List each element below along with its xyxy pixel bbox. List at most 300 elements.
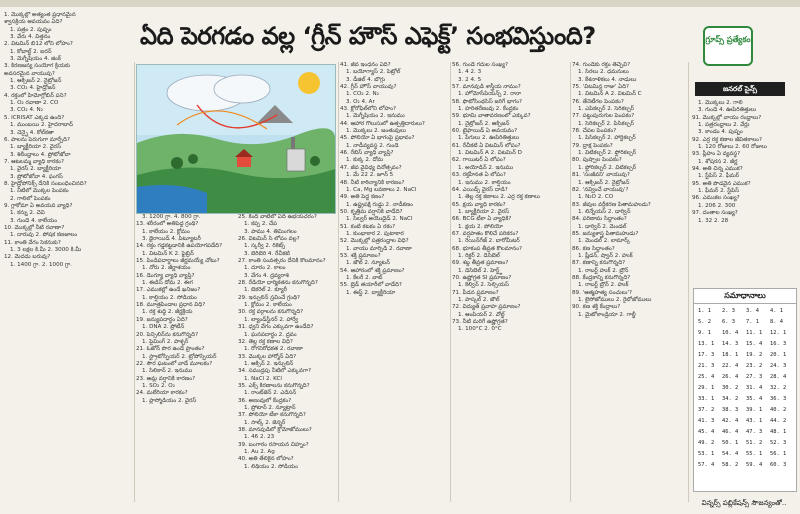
answer-cell: 2. 3: [722, 308, 735, 314]
answer-cell: 25. 4: [698, 374, 715, 380]
question-text: 53. శక్తి ప్రమాణం?: [340, 252, 381, 259]
answer-options: 3. 2 4. 5: [458, 76, 482, 83]
answer-cell: 46. 4: [722, 429, 739, 435]
answer-row: [697, 361, 793, 372]
answer-options: 1. పిసికల్చర్ 2. హార్టికల్చర్: [578, 135, 636, 142]
answer-options: 1. 100°C 2. 0°C: [458, 326, 502, 333]
answer-options: 3. డీజిల్ 4. బొగ్గు: [346, 76, 386, 83]
answer-options: 1. కన్ను 2. చెవి: [10, 210, 45, 217]
question-text: 3. కిరణజన్య సంయోగ క్రియకు: [4, 63, 71, 70]
answer-cell: 56. 1: [770, 451, 787, 457]
question-text: 26. విటమిన్ సి లోపం వల్ల?: [238, 236, 300, 243]
question-column-5: [452, 62, 568, 510]
answer-options: 1. హరితరేణువు 2. కేంద్రకం: [458, 106, 519, 113]
answer-cell: 33. 1: [698, 396, 715, 402]
question-text: 49. అతి పెద్ద కణం?: [340, 194, 385, 201]
answer-options: 1. నైట్రోజన్ 2. ఆక్సిజన్: [458, 120, 510, 127]
question-text: 28. రేడియో ధార్మికతను కనుగొన్నది?: [238, 280, 318, 287]
answer-cell: 36. 3: [770, 396, 787, 402]
answer-options: 1. 32 2. 28: [698, 217, 729, 224]
question-text: 85. జన్యుశాస్త్ర పితామహుడు?: [572, 230, 639, 237]
question-text: 69. శబ్ద తీవ్రత ప్రమాణం?: [452, 260, 509, 267]
question-text: 51. కంటి కటకం ఏ రకం?: [340, 223, 396, 230]
answer-cell: 39. 1: [746, 407, 763, 413]
question-text: 37. పోలియో టీకా కనుగొన్నది?: [238, 412, 306, 419]
answer-options: 1. శోషరస 2. జీర్ణ: [698, 158, 738, 165]
answer-options: 1. పత్రరంధ్రాలు 2. వేర్లు: [698, 122, 750, 129]
answer-options: 1. ఆక్సిజన్ 2. నైట్రోజన్: [578, 179, 630, 186]
answer-key-table: [697, 306, 793, 471]
answer-options: 1. రాబర్ట్ బ్రౌన్ 2. హుక్: [578, 282, 629, 289]
answer-options: 1. క్షయ 2. పోలియో: [458, 223, 503, 230]
question-text: 73. నీటి మరిగే ఉష్ణోగ్రత?: [452, 319, 508, 326]
answer-options: 1. వైరస్ 2. బ్యాక్టీరియా: [10, 166, 62, 173]
question-text: 54. ఆహారంలో శక్తి ప్రమాణం?: [340, 267, 405, 274]
answer-options: 1. విటమిన్ A 2. విటమిన్ C: [578, 91, 642, 98]
question-text: 62. గాయిటర్ ఏ లోపం?: [452, 157, 506, 164]
sun-icon: [298, 72, 320, 94]
answer-cell: 8. 4: [770, 319, 783, 325]
answer-cell: 30. 2: [722, 385, 739, 391]
answer-cell: 55. 1: [746, 451, 763, 457]
answer-options: 1. మొక్కలు 2. జంతువులు: [346, 128, 406, 135]
answer-options: 1. కాల్షియం 2. సోడియం: [142, 294, 197, 301]
question-text: 84. పరిణామ సిద్ధాంతం?: [572, 216, 627, 223]
greenhouse-effect-illustration: [136, 64, 336, 214]
answer-options: 3. మెగ్నీషియం 4. జింక్: [10, 56, 61, 63]
question-text: 15. పిండిపదార్థాలు జీర్ణమయ్యే చోటు?: [136, 258, 220, 265]
question-text: 93. ప్లీహం ఏ వ్యవస్థ?: [692, 151, 741, 158]
answer-options: 1. కుంభాకార 2. పుటాకార: [346, 230, 404, 237]
answer-options: 3. కాండం 4. పుష్పం: [698, 129, 743, 136]
answer-row: [697, 449, 793, 460]
answer-cell: 17. 3: [698, 352, 715, 358]
answer-options: 1. కేలరీ 2. వాట్: [346, 274, 383, 281]
question-text: 71. పీడన ప్రమాణం?: [452, 289, 499, 296]
answer-options: 1. బయోగ్యాస్ 2. పెట్రోల్: [346, 69, 401, 76]
answer-row: [697, 460, 793, 471]
question-text: 55. బ్రెడ్ తయారీలో వాడేది?: [340, 282, 402, 289]
answer-options: 3. O₂ 4. Ar: [346, 98, 375, 105]
answer-options: 1. బెకరెల్ 2. క్యూరీ: [244, 287, 287, 294]
answer-options: 3. పాము 4. తిమింగలం: [244, 228, 297, 235]
answer-options: 1. ఫ్లోరికల్చర్ 2. విటికల్చర్: [578, 164, 637, 171]
answer-cell: 6. 3: [722, 319, 735, 325]
answer-options: 1. క్లోమం 2. కాలేయం: [244, 302, 292, 309]
answer-cell: 14. 3: [722, 341, 739, 347]
question-text: 70. ఉష్ణోగ్రత SI ప్రమాణం?: [452, 274, 512, 281]
tree-icon: [188, 154, 198, 164]
question-text: 9. గ్లాకోమా ఏ అవయవ వ్యాధి?: [4, 202, 73, 209]
answer-cell: 21. 3: [698, 363, 715, 369]
answer-cell: 5. 2: [698, 319, 711, 325]
question-text: 30. రక్త వర్గాలను కనుగొన్నది?: [238, 309, 304, 316]
answer-options: 1. 120 రోజులు 2. 60 రోజులు: [698, 144, 767, 151]
answer-options: 1. విటమిన్ K 2. ఫైబ్రిన్: [142, 250, 194, 257]
answer-cell: 28. 4: [770, 374, 787, 380]
answer-cell: 31. 4: [746, 385, 763, 391]
question-column-6: [572, 62, 686, 510]
answer-options: 1. CO₂ 2. N₂: [346, 91, 379, 98]
subject-label: జనరల్ సైన్స్: [695, 82, 785, 96]
question-text: 97. దంతాల సంఖ్య?: [692, 210, 738, 217]
answer-options: 1. పత్రం 2. పుష్పం: [10, 26, 52, 33]
answer-options: 1. రక్త శుద్ధి 2. జీర్ణక్రియ: [142, 309, 193, 316]
answer-cell: 26. 4: [722, 374, 739, 380]
answer-cell: 57. 4: [698, 462, 715, 468]
house-icon: [237, 157, 251, 167]
answer-options: 1. కాలేయం 2. క్లోమం: [142, 228, 190, 235]
answer-cell: 4. 1: [770, 308, 783, 314]
question-text: 36. అణువులో కేంద్రకం?: [238, 397, 292, 404]
question-text: 45. పోలియో ఏ భాగంపై ప్రభావం?: [340, 135, 415, 142]
question-text: 94. అతి చిన్న ఎముక?: [692, 166, 743, 173]
answer-cell: 52. 3: [770, 440, 787, 446]
answer-options: 1. బ్యాక్టీరియా 2. వైరస్: [458, 208, 510, 215]
answer-options: 1. ఇనుము 2. కాల్షియం: [458, 179, 511, 186]
answer-cell: 23. 2: [746, 363, 763, 369]
question-column-7: [692, 100, 796, 284]
answer-options: 1. సిరలు 2. ధమనులు: [578, 69, 629, 76]
question-text: 11. కాంతి వేగం సెకనుకు?: [4, 239, 61, 246]
answer-options: 1. స్టేపిస్ 2. ఫీమర్: [698, 173, 740, 180]
question-text: 18. మూత్రపిండాల ప్రధాన విధి?: [136, 302, 206, 309]
answer-options: 1. నోరు 2. జీర్ణాశయం: [142, 265, 191, 272]
answer-options: 1. మెగ్నీషియం 2. ఇనుము: [346, 113, 405, 120]
answer-cell: 58. 2: [722, 462, 739, 468]
question-text: 47. జీవ వైవిధ్య దినోత్సవం?: [340, 164, 402, 171]
answer-options: 1. నాడీవ్యవస్థ 2. గుండె: [346, 142, 399, 149]
answer-options: 1. రాబర్ట్ హుక్ 2. బ్రౌన్: [578, 267, 629, 274]
answer-options: 1. అయోడిన్ 2. ఇనుము: [458, 164, 514, 171]
answer-options: 1. డెసిబెల్ 2. హెర్ట్జ్: [458, 267, 503, 274]
answer-cell: 24. 3: [770, 363, 787, 369]
answer-options: 3. బెరిబెరి 4. రేచీకటి: [244, 250, 290, 257]
column-divider: [570, 62, 571, 502]
answer-row: [697, 328, 793, 339]
question-text: 10. మొక్కల్లో నీటి రవాణా?: [4, 224, 65, 231]
answer-options: 1. ఫీమర్ 2. స్టేపిస్: [698, 188, 740, 195]
question-text: 5. ICRISAT ఎక్కడ ఉంది?: [4, 114, 65, 121]
question-text: 13. శరీరంలో అతిపెద్ద గ్రంథి?: [136, 221, 199, 228]
answer-row: [697, 306, 793, 317]
answer-cell: 45. 4: [698, 429, 715, 435]
question-text: 24. మలేరియా కారకం?: [136, 390, 188, 397]
question-text: 60. టైఫాయిడ్ ఏ అవయవం?: [452, 128, 518, 135]
tree-icon: [310, 156, 320, 166]
answer-options: 1. ల్యాండ్‌స్టీనర్ 2. హార్వే: [244, 316, 299, 323]
answer-cell: 18. 1: [722, 352, 739, 358]
answer-options: 1. కప్ప 2. చేప: [244, 221, 278, 228]
question-text: 22. సౌర ఘటంలో వాడే మూలకం?: [136, 360, 213, 367]
answer-options: 1. డార్విన్ 2. మెండల్: [578, 223, 627, 230]
answer-cell: 32. 2: [770, 385, 787, 391]
answer-options: 1. నీటిలో మొక్కల పెంపకం: [10, 188, 69, 195]
question-text: 16. డెంగ్యూ వ్యాధి వ్యాప్తి?: [136, 272, 195, 279]
answer-options: 3. శిలీంధ్రాలు 4. ప్రోటోజోవా: [10, 151, 71, 158]
answer-options: 1. 206 2. 300: [698, 202, 736, 209]
question-text: 48. నీటి కాఠిన్యానికి కారణం?: [340, 179, 405, 186]
answer-options: 1. మొక్కలు 2. గాలి: [698, 100, 743, 106]
question-text: 52. మొక్కల్లో పత్రరంధ్రాల విధి?: [340, 238, 409, 245]
answer-options: 1. లిథియం 2. సోడియం: [244, 463, 298, 470]
answer-cell: 60. 3: [770, 462, 787, 468]
answer-cell: 29. 1: [698, 385, 715, 391]
answer-cell: 44. 2: [770, 418, 787, 424]
answer-options: 1. 1400 గ్రా. 2. 1000 గ్రా.: [10, 261, 72, 268]
answer-options: 1. N₂O 2. CO: [578, 194, 614, 201]
answer-cell: 35. 4: [746, 396, 763, 402]
answer-options: 2. గాలిలో పెంపకం: [10, 195, 51, 202]
answer-cell: 47. 3: [746, 429, 763, 435]
answer-options: 1. దూరం 2. కాలం: [244, 265, 286, 272]
cloud-icon: [214, 75, 270, 103]
answer-row: [697, 394, 793, 405]
question-text: 90. కణ శక్తి కేంద్రాలు?: [572, 304, 621, 311]
question-text: 31. ధ్వని వేగం ఎక్కువగా ఉండేది?: [238, 324, 314, 331]
question-text: 44. ఆహార గొలుసులో ఉత్పత్తిదారులు?: [340, 120, 425, 127]
answer-cell: 1. 1: [698, 308, 711, 314]
question-text: 96. ఎముకల సంఖ్య?: [692, 195, 740, 202]
answer-options: 3. 1200 గ్రా. 4. 800 గ్రా.: [142, 214, 201, 220]
question-text: 56. గుండె గదుల సంఖ్య?: [452, 62, 508, 68]
answer-options: 3. కేశనాళికలు 4. నాడులు: [578, 76, 637, 83]
answer-options: 1. ఉష్ట్రపక్షి గుడ్డు 2. నాడీకణం: [346, 201, 414, 208]
question-text: 87. కణాన్ని కనుగొన్నది?: [572, 260, 626, 267]
greenhouse-diagram: [137, 65, 335, 213]
answer-options: 1. విటికల్చర్ 2. ఫ్లోరికల్చర్: [578, 150, 637, 157]
answer-options: 1. విటమిన్ A 2. విటమిన్ D: [458, 150, 522, 157]
page-title: ఏది పెరగడం వల్ల ‘గ్రీన్ హౌస్ ఎఫెక్ట్’ సంభవిస్తుంది?: [140, 22, 596, 50]
column-divider: [688, 62, 689, 502]
answer-options: 1. SO₂ 2. O₂: [142, 382, 175, 389]
question-text: 7. ఆటలమ్మ వ్యాధి కారకం?: [4, 158, 64, 165]
question-text: 77. పట్టుపురుగుల పెంపకం?: [572, 113, 635, 120]
question-text: 12. మెదడు బరువు?: [4, 254, 51, 261]
answer-cell: 53. 1: [698, 451, 715, 457]
answer-options: 1. జౌల్ 2. న్యూటన్: [346, 260, 390, 267]
question-text: 72. విద్యుత్ ప్రవాహ ప్రమాణం?: [452, 304, 521, 311]
answer-row: [697, 383, 793, 394]
question-text: అవసరమైన వాయువు?: [4, 70, 55, 77]
question-text: 80. పుష్పాల పెంపకం?: [572, 157, 622, 164]
answer-cell: 9. 1: [698, 330, 711, 336]
answer-cell: 51. 2: [746, 440, 763, 446]
answer-options: 1. బ్యాక్టీరియా 2. వైరస్: [10, 144, 62, 151]
question-text: 4. రక్తంలో హిమోగ్లోబిన్ పని?: [4, 92, 67, 99]
answer-cell: 22. 4: [722, 363, 739, 369]
question-text: 65. క్షయ వ్యాధి కారకం?: [452, 201, 506, 208]
answer-options: 3. గుండె 4. కాలేయం: [10, 217, 58, 224]
answer-cell: 11. 1: [746, 330, 763, 336]
answer-cell: 50. 1: [722, 440, 739, 446]
answer-options: 1. O₂ రవాణా 2. CO: [10, 100, 59, 107]
answer-cell: 27. 3: [746, 374, 763, 380]
question-text: 89. 'ఆత్మహత్య సంచులు'?: [572, 289, 632, 296]
answer-options: 1. రాంట్‌జెన్ 2. ఎడిసన్: [244, 390, 297, 397]
question-text: 46. రేబిస్ వ్యాధి వ్యాప్తి?: [340, 150, 394, 157]
answer-row: [697, 339, 793, 350]
answer-options: 1. ప్లాస్మోడియం 2. వైరస్: [142, 397, 197, 404]
question-text: 6. పాలను పెరుగుగా మార్చేది?: [4, 136, 70, 143]
answer-options: 1. ప్రోటాన్ 2. న్యూట్రాన్: [244, 404, 296, 411]
answer-options: 1. ముంబయి 2. హైదరాబాద్: [10, 122, 74, 129]
answer-cell: 7. 1: [746, 319, 759, 325]
question-text: 20. పెన్సిలిన్‌ను కనుగొన్నది?: [136, 331, 199, 338]
question-text: 25. కింది వాటిలో ఏది ఉభయచరం?: [238, 214, 317, 220]
answer-options: 1. 46 2. 23: [244, 434, 275, 441]
answer-cell: 13. 1: [698, 341, 715, 347]
answer-cell: 19. 2: [746, 352, 763, 358]
answer-options: 1. ఆంపియర్ 2. వోల్ట్: [458, 311, 505, 318]
section-badge: గ్రూప్స్ ప్రత్యేకం: [703, 26, 753, 66]
column-divider: [450, 62, 451, 502]
question-text: 2. విటమిన్ బి12 లోని లోహం?: [4, 41, 73, 48]
answer-options: 1. ఎపికల్చర్ 2. సెరికల్చర్: [578, 106, 634, 113]
question-text: 92. ఎర్ర రక్త కణాల జీవితకాలం?: [692, 136, 762, 143]
question-text: 1. మొక్కల్లో అత్యంత ప్రధానమైన: [4, 12, 76, 18]
answer-options: 1. రిక్టర్ 2. డెసిబెల్: [458, 252, 500, 259]
answer-options: 1. NaCl 2. KCl: [244, 375, 282, 382]
answer-cell: 42. 4: [722, 418, 739, 424]
question-text: 57. మానవుడి శాస్త్రీయ నామం?: [452, 84, 521, 91]
question-text: 81. 'సంజీవని' వాయువు?: [572, 172, 630, 179]
question-text: 17. ఎముకల్లో ఉండే ఖనిజం?: [136, 287, 201, 294]
question-text: 63. రక్తహీనత ఏ లోపం?: [452, 172, 506, 179]
question-text: 43. క్లోరోఫిల్‌లోని లోహం?: [340, 106, 397, 113]
answer-row: [697, 438, 793, 449]
answer-options: 1. ఫ్లెమింగ్ 2. పాశ్చర్: [142, 338, 189, 345]
answer-row: [697, 317, 793, 328]
question-text: 66. BCG టీకా ఏ వ్యాధికి?: [452, 216, 512, 223]
answer-options: 1. దారువు 2. పోషక కణజాలం: [10, 232, 78, 239]
answer-options: 1. రెయిన్‌గేజ్ 2. బారోమీటర్: [458, 238, 520, 245]
answer-options: 1. పాస్కల్ 2. జౌల్: [458, 297, 500, 303]
question-text: 42. గ్రీన్ హౌస్ వాయువు?: [340, 84, 397, 91]
answer-options: 1. హోమోసేపియన్స్ 2. రానా: [458, 91, 522, 98]
question-text: 40. అతి తేలికైన లోహం?: [238, 456, 294, 463]
answer-options: 3. CO₂ 4. N₂: [10, 107, 43, 114]
top-strip: [0, 0, 800, 7]
question-text: 14. రక్తం గడ్డకట్టడానికి ఉపయోగపడేది?: [136, 243, 223, 250]
answer-cell: 10. 4: [722, 330, 739, 336]
question-text: 91. మొక్కల్లో వాయు రంధ్రాలు?: [692, 114, 762, 121]
question-text: 68. భూకంప తీవ్రత కొలమానం?: [452, 245, 522, 252]
answer-options: 1. రోగనిరోధకత 2. రవాణా: [244, 346, 303, 353]
answer-options: 3. వేగం 4. ద్రవ్యరాశి: [244, 272, 289, 279]
answer-options: 1. కెల్విన్ 2. సెల్సియస్: [458, 282, 509, 289]
answer-options: 1. సిల్వర్ అయొడైడ్ 2. NaCl: [346, 216, 413, 223]
answer-row: [697, 427, 793, 438]
answer-options: 1. ఆక్సిన్ 2. ఇన్సులిన్: [244, 360, 294, 367]
answer-options: 1. Ca, Mg లవణాలు 2. NaCl: [346, 186, 417, 193]
answer-options: 1. వాయు మార్పిడి 2. రవాణా: [346, 245, 412, 252]
answer-options: 1. తెల్ల రక్త కణాలు 2. ఎర్ర రక్త కణాలు: [458, 194, 540, 201]
question-text: 86. కణ సిద్ధాంతం?: [572, 245, 615, 252]
question-text: 41. జీవ ఇంధనం ఏది?: [340, 62, 391, 68]
answer-options: 1. మెండల్ 2. లామార్క్: [578, 238, 631, 245]
answer-options: 1. 3 లక్షల కి.మీ 2. 3000 కి.మీ: [10, 247, 82, 253]
answer-row: [697, 405, 793, 416]
answer-options: 1. సాల్క్ 2. జెన్నర్: [244, 419, 286, 426]
question-column-1: [4, 12, 132, 510]
question-text: 33. మొక్కల హార్మోన్ ఏది?: [238, 353, 297, 360]
answer-options: 1. లిన్నేయస్ 2. డార్విన్: [578, 208, 631, 215]
answer-cell: 40. 2: [770, 407, 787, 413]
answer-options: 1. పేగులు 2. ఊపిరితిత్తులు: [458, 135, 520, 142]
answer-options: 1. స్కర్వీ 2. రికెట్స్: [244, 243, 286, 250]
answer-key-box: [693, 288, 797, 492]
answer-options: 3. ప్రోటోజోవా 4. ఫంగస్: [10, 173, 63, 180]
answer-options: 1. Au 2. Ag: [244, 449, 275, 455]
question-text: 58. ఫొటోసింథసిస్ జరిగే భాగం?: [452, 98, 523, 105]
answer-cell: 3. 4: [746, 308, 759, 314]
question-text: 78. చేపల పెంపకం?: [572, 128, 617, 135]
answer-options: 1. ష్లీడన్, ష్వాన్ 2. హుక్: [578, 252, 633, 259]
answer-options: 1. మే 22 2. జూన్ 5: [346, 172, 394, 179]
answer-cell: 34. 2: [722, 396, 739, 402]
question-text: 21. ఓజోన్ పొర ఉండే ప్రాంతం?: [136, 346, 205, 353]
answer-options: 1. కోబాల్ట్ 2. ఐరన్: [10, 48, 52, 55]
answer-options: 1. కుక్క 2. దోమ: [346, 157, 384, 164]
answer-options: 1. సిలికాన్ 2. ఇనుము: [142, 368, 193, 375]
answer-options: 3. థైరాయిడ్ 4. పిట్యూటరీ: [142, 236, 201, 243]
answer-cell: 48. 1: [770, 429, 787, 435]
answer-cell: 41. 3: [698, 418, 715, 424]
answer-cell: 20. 1: [770, 352, 787, 358]
question-text: 82. 'నవ్వించే వాయువు'?: [572, 186, 629, 193]
answer-cell: 59. 4: [746, 462, 763, 468]
question-text: 83. జీవుల వర్గీకరణ పితామహుడు?: [572, 201, 651, 208]
question-text: 50. కృత్రిమ వర్షానికి వాడేది?: [340, 208, 403, 215]
answer-options: 3. గుండె 4. ఊపిరితిత్తులు: [698, 107, 757, 114]
question-text: 27. కాంతి సంవత్సరం దేనికి కొలమానం?: [238, 258, 326, 265]
question-text: 19. జన్యుపదార్థం ఏది?: [136, 316, 188, 323]
question-column-2: [136, 214, 236, 510]
answer-row: [697, 350, 793, 361]
answer-cell: 37. 2: [698, 407, 715, 413]
answer-options: 1. 4 2. 3: [458, 69, 482, 76]
question-text: 75. 'విటమిన్ల రాజు' ఏది?: [572, 84, 629, 91]
question-column-3: [238, 214, 336, 510]
question-text: 8. హైడ్రోపోనిక్స్ దేనికి సంబంధించినది?: [4, 180, 87, 187]
answer-row: [697, 416, 793, 427]
question-text: 79. ద్రాక్ష పెంపకం?: [572, 142, 613, 149]
answer-key-title: సమాధానాలు: [694, 289, 796, 304]
question-text: 29. ఇన్సులిన్ స్రవించే గ్రంథి?: [238, 294, 301, 301]
column-divider: [134, 62, 135, 502]
question-text: 64. ఎయిడ్స్ వైరస్ దాడి?: [452, 186, 508, 193]
answer-options: 1. ఘనపదార్థం 2. ద్రవం: [244, 331, 297, 338]
question-text: 39. బంగారం రసాయన చిహ్నం?: [238, 441, 309, 448]
answer-options: 1. లైసోజోములు 2. రైబోజోములు: [578, 297, 652, 303]
column-divider: [338, 62, 339, 502]
question-text: శ్వాసక్రియ అవయవం ఏది?: [4, 19, 63, 26]
question-text: 95. అతి పొడవైన ఎముక?: [692, 180, 751, 187]
answer-cell: 43. 1: [746, 418, 763, 424]
answer-cell: 12. 1: [770, 330, 787, 336]
answer-options: 1. ఈడిస్ దోమ 2. ఈగ: [142, 280, 193, 287]
answer-options: 3. CO₂ 4. హైడ్రోజన్: [10, 85, 56, 92]
answer-options: 1. సెరికల్చర్ 2. పిసికల్చర్: [578, 120, 634, 127]
answer-cell: 38. 3: [722, 407, 739, 413]
footer-credit: విన్నర్స్ పబ్లికేషన్స్ సౌజన్యంతో..: [701, 499, 787, 507]
question-text: 34. సముద్రపు నీటిలో ఎక్కువగా?: [238, 368, 312, 375]
question-text: 59. భూమి వాతావరణంలో ఎక్కువ?: [452, 113, 531, 120]
answer-options: 1. మైటోకాండ్రియా 2. గాల్జీ: [578, 311, 636, 318]
factory-icon: [287, 149, 305, 171]
question-text: 76. తేనెటీగల పెంపకం?: [572, 98, 624, 105]
